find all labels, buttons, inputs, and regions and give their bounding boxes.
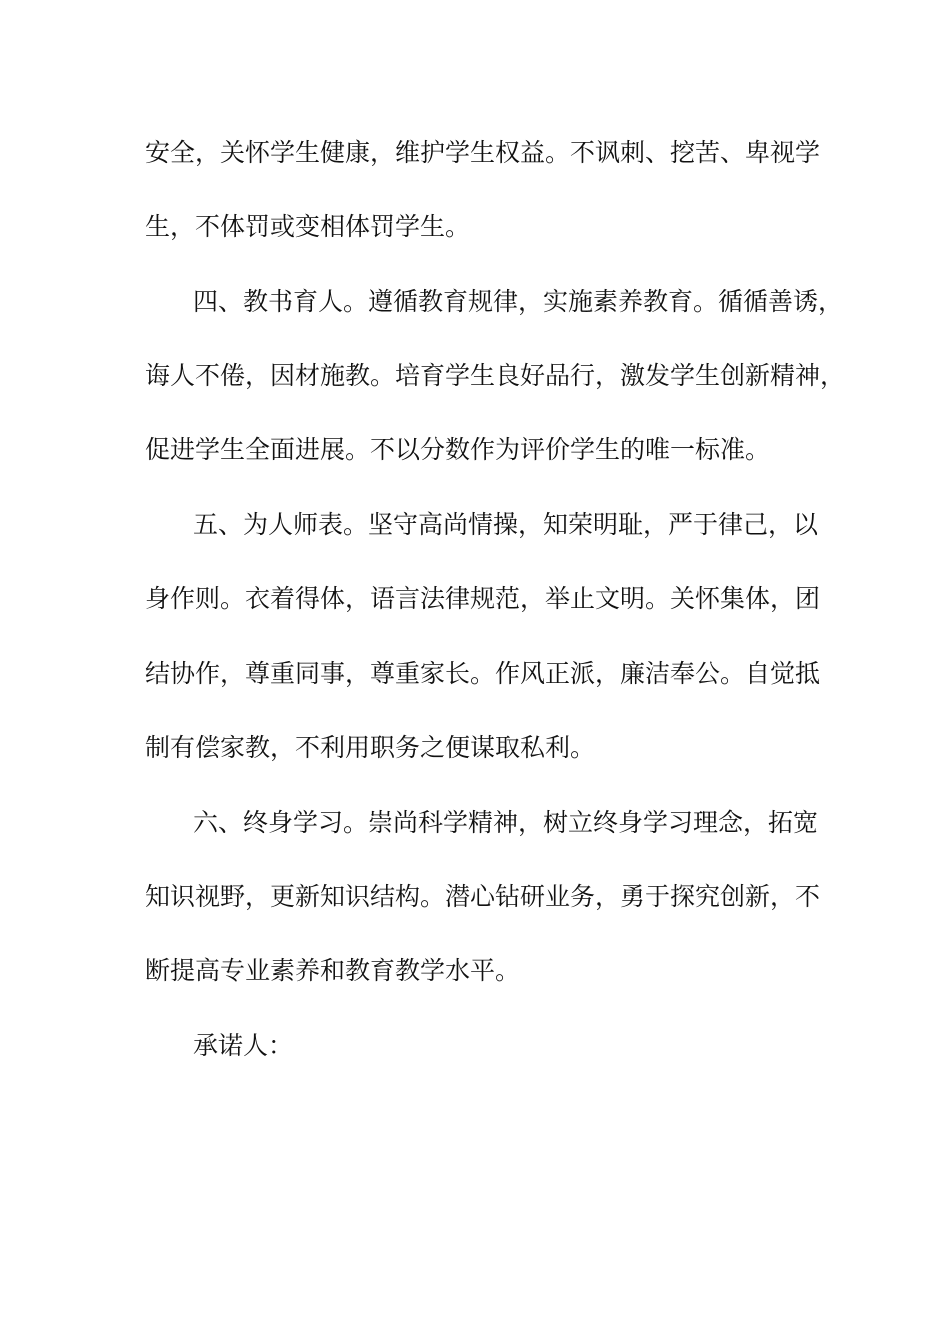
paragraph-line: 六、终身学习。崇尚科学精神，树立终身学习理念，拓宽	[193, 808, 819, 837]
paragraph-line: 知识视野，更新知识结构。潜心钻研业务，勇于探究创新，不	[145, 882, 821, 911]
signature-label: 承诺人：	[193, 1031, 294, 1060]
paragraph-line: 身作则。衣着得体，语言法律规范，举止文明。关怀集体，团	[145, 584, 821, 613]
paragraph-line: 断提高专业素养和教育教学水平。	[145, 956, 521, 985]
paragraph-line: 安全，关怀学生健康，维护学生权益。不讽刺、挖苦、卑视学	[145, 138, 821, 167]
paragraph-line: 四、教书育人。遵循教育规律，实施素养教育。循循善诱，	[193, 287, 844, 316]
paragraph-line: 五、为人师表。坚守高尚情操，知荣明耻，严于律己，以	[193, 510, 819, 539]
paragraph-line: 诲人不倦，因材施教。培育学生良好品行，激发学生创新精神，	[145, 361, 846, 390]
paragraph-line: 结协作，尊重同事，尊重家长。作风正派，廉洁奉公。自觉抵	[145, 659, 821, 688]
paragraph-line: 制有偿家教，不利用职务之便谋取私利。	[145, 733, 596, 762]
paragraph-line: 促进学生全面进展。不以分数作为评价学生的唯一标准。	[145, 435, 771, 464]
paragraph-line: 生，不体罚或变相体罚学生。	[145, 212, 471, 241]
